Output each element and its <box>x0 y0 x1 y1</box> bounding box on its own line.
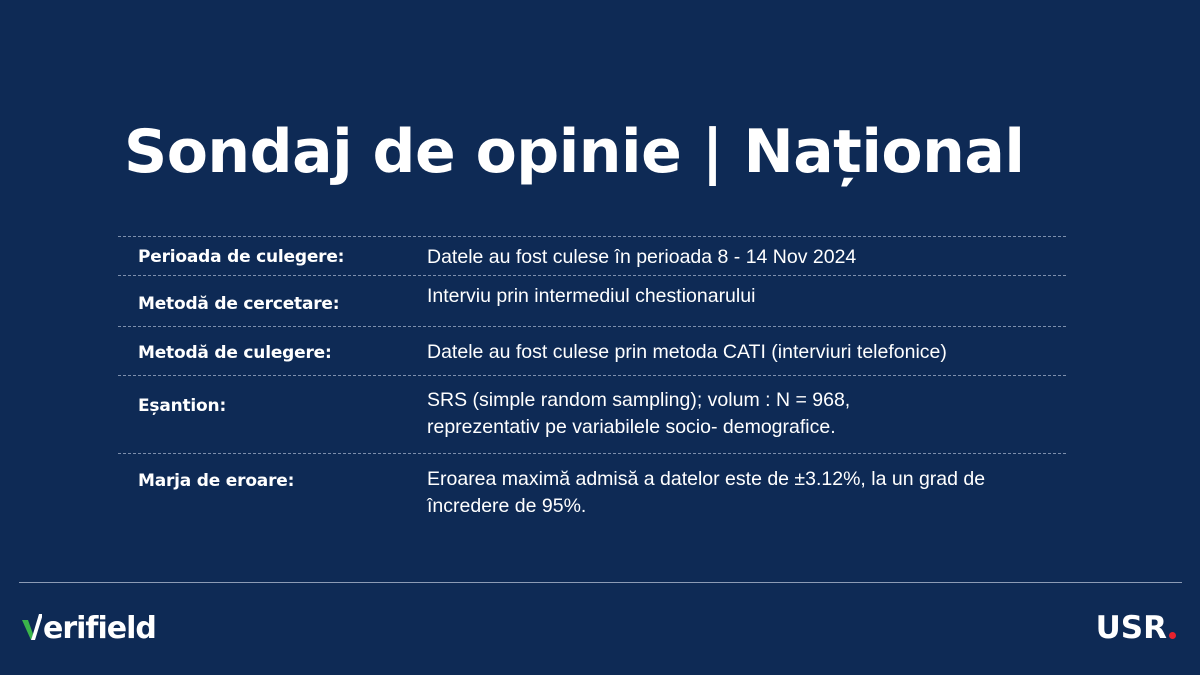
table-row <box>118 275 1066 326</box>
row-value: Interviu prin intermediul chestionarului <box>427 285 756 307</box>
row-label: Metodă de culegere: <box>138 343 332 363</box>
row-label: Marja de eroare: <box>138 471 295 491</box>
verifield-logo-text: erifield <box>43 610 156 646</box>
table-row <box>118 326 1066 375</box>
verifield-logo <box>22 608 156 648</box>
row-label: Metodă de cercetare: <box>138 294 340 314</box>
row-label: Eșantion: <box>138 396 227 416</box>
row-value: SRS (simple random sampling); volum : N = 968, reprezentativ pe variabilele socio- demografice. <box>427 389 851 438</box>
usr-logo <box>1096 608 1176 648</box>
row-label: Perioada de culegere: <box>138 247 345 267</box>
table-row <box>118 236 1066 275</box>
check-v-icon <box>22 614 42 642</box>
row-value: Datele au fost culese prin metoda CATI (interviuri telefonice) <box>427 341 947 363</box>
table-row <box>118 453 1066 533</box>
page-title: Sondaj de opinie | Național <box>124 117 1025 187</box>
usr-logo-text: USR <box>1095 610 1167 646</box>
row-value: Datele au fost culese în perioada 8 - 14 Nov 2024 <box>427 246 857 268</box>
footer-divider <box>19 582 1182 583</box>
row-value: Eroarea maximă admisă a datelor este de ±3.12%, la un grad de încredere de 95%. <box>427 468 986 517</box>
usr-dot-icon <box>1169 632 1176 639</box>
table-row <box>118 375 1066 453</box>
survey-info-table <box>118 236 1066 533</box>
